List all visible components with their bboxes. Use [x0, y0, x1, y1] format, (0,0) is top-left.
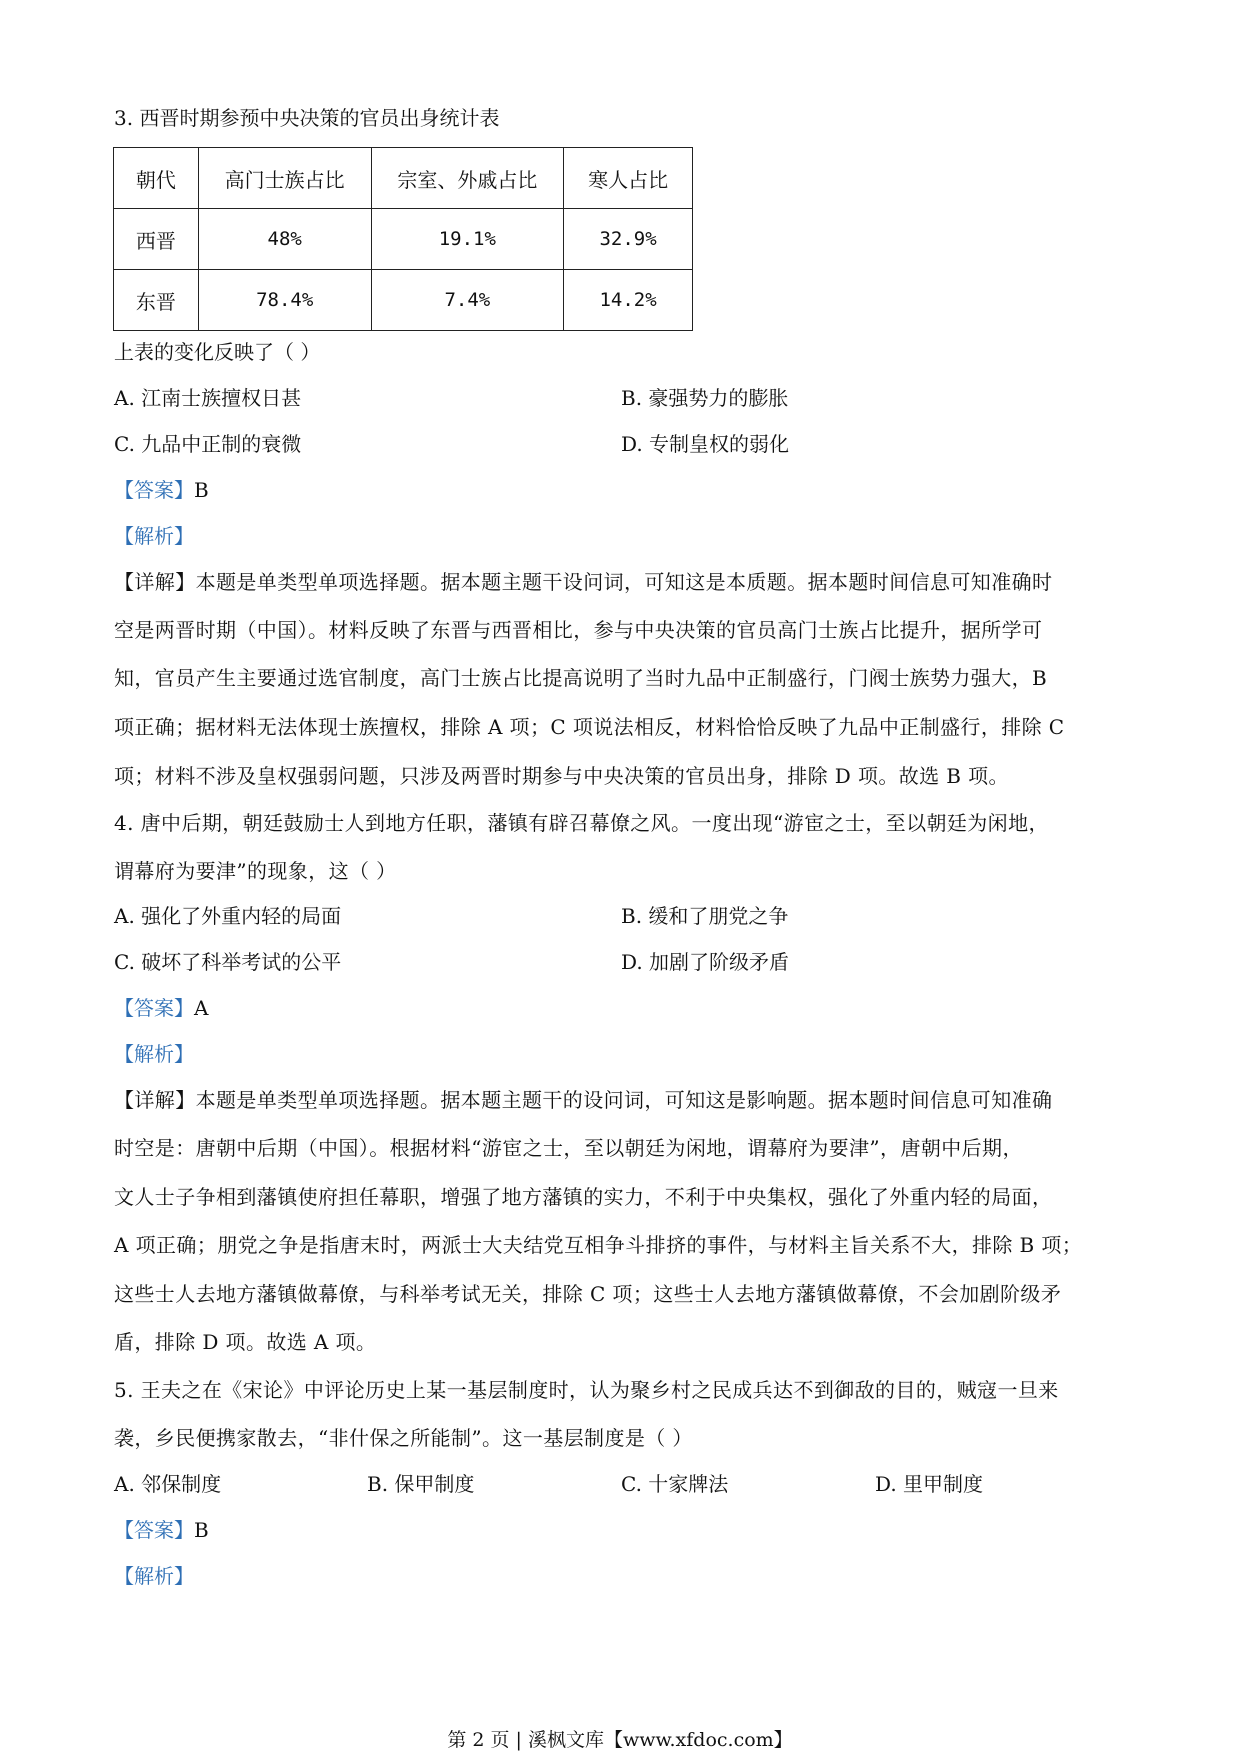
table-header-row — [114, 148, 693, 209]
q4-detail-line: A 项正确；朋党之争是指唐末时，两派士大夫结党互相争斗排挤的事件，与材料主旨关系不大，排除 B 项； — [114, 1233, 1083, 1257]
answer-value: B — [194, 478, 209, 502]
q4-stem-line: 谓幕府为要津”的现象，这（ ） — [114, 859, 397, 883]
q4-answer — [114, 993, 208, 1023]
table-row — [114, 270, 693, 331]
q4-detail-line: 【详解】本题是单类型单项选择题。据本题主题干的设问词，可知这是影响题。据本题时间信息可知准确 — [114, 1088, 1053, 1112]
table-cell: 32.9% — [564, 209, 693, 270]
q3-table — [113, 147, 693, 331]
answer-tag: 【答案】 — [114, 996, 194, 1020]
q5-stem-line: 袭，乡民便携家散去，“非什保之所能制”。这一基层制度是（ ） — [114, 1426, 693, 1450]
table-cell: 78.4% — [198, 270, 371, 331]
answer-tag: 【答案】 — [114, 478, 194, 502]
table-header-cell: 高门士族占比 — [198, 148, 371, 209]
q3-title: 3. 西晋时期参预中央决策的官员出身统计表 — [114, 106, 500, 130]
table-cell: 14.2% — [564, 270, 693, 331]
answer-value: B — [194, 1518, 209, 1542]
q3-analysis-tag: 【解析】 — [114, 524, 194, 548]
q5-option-c: C. 十家牌法 — [621, 1472, 729, 1496]
q5-option-a: A. 邻保制度 — [114, 1472, 222, 1496]
q4-stem-line: 4. 唐中后期，朝廷鼓励士人到地方任职，藩镇有辟召幕僚之风。一度出现“游宦之士，至以朝廷为闲地， — [114, 811, 1049, 835]
answer-value: A — [194, 996, 209, 1020]
q4-option-d: D. 加剧了阶级矛盾 — [621, 950, 790, 974]
q3-detail-line: 项正确；据材料无法体现士族擅权，排除 A 项；C 项说法相反，材料恰恰反映了九品中正制盛行，排除 C — [114, 715, 1065, 739]
q4-detail-line: 时空是：唐朝中后期（中国）。根据材料“游宦之士，至以朝廷为闲地，谓幕府为要津”，唐朝中后期， — [114, 1136, 1023, 1160]
table-cell: 48% — [198, 209, 371, 270]
q4-detail-line: 盾，排除 D 项。故选 A 项。 — [114, 1330, 377, 1354]
q3-detail-line: 空是两晋时期（中国）。材料反映了东晋与西晋相比，参与中央决策的官员高门士族占比提升，据所学可 — [114, 618, 1043, 642]
answer-tag: 【答案】 — [114, 1518, 194, 1542]
q3-detail-line: 【详解】本题是单类型单项选择题。据本题主题干设问词，可知这是本质题。据本题时间信息可知准确时 — [114, 570, 1053, 594]
table-cell: 19.1% — [371, 209, 564, 270]
q5-option-b: B. 保甲制度 — [367, 1472, 475, 1496]
table-row — [114, 209, 693, 270]
q3-option-a: A. 江南士族擅权日甚 — [114, 386, 302, 410]
q5-analysis-tag: 【解析】 — [114, 1564, 194, 1588]
q5-stem-line: 5. 王夫之在《宋论》中评论历史上某一基层制度时，认为聚乡村之民成兵达不到御敌的目的，贼寇一旦来 — [114, 1378, 1059, 1402]
q3-option-d: D. 专制皇权的弱化 — [621, 432, 790, 456]
table-header-cell: 宗室、外戚占比 — [371, 148, 564, 209]
q3-option-b: B. 豪强势力的膨胀 — [621, 386, 789, 410]
q4-option-c: C. 破坏了科举考试的公平 — [114, 950, 342, 974]
table-header-cell: 朝代 — [114, 148, 199, 209]
q3-answer — [114, 475, 209, 505]
q3-stem: 上表的变化反映了（ ） — [114, 340, 321, 364]
q4-option-b: B. 缓和了朋党之争 — [621, 904, 789, 928]
table-cell: 西晋 — [114, 209, 199, 270]
q4-detail-line: 这些士人去地方藩镇做幕僚，与科举考试无关，排除 C 项；这些士人去地方藩镇做幕僚，不会加剧阶级矛 — [114, 1282, 1062, 1306]
q4-detail-line: 文人士子争相到藩镇使府担任幕职，增强了地方藩镇的实力，不利于中央集权，强化了外重内轻的局面， — [114, 1185, 1053, 1209]
q3-detail-line: 项；材料不涉及皇权强弱问题，只涉及两晋时期参与中央决策的官员出身，排除 D 项。故选 B 项。 — [114, 764, 1009, 788]
q5-answer — [114, 1515, 209, 1545]
table-header-cell: 寒人占比 — [564, 148, 693, 209]
q3-option-c: C. 九品中正制的衰微 — [114, 432, 302, 456]
page-footer: 第 2 页 | 溪枫文库【www.xfdoc.com】 — [447, 1729, 793, 1751]
q5-option-d: D. 里甲制度 — [875, 1472, 984, 1496]
q3-detail-line: 知，官员产生主要通过选官制度，高门士族占比提高说明了当时九品中正制盛行，门阀士族势力强大，B — [114, 666, 1048, 690]
q4-option-a: A. 强化了外重内轻的局面 — [114, 904, 342, 928]
table-cell: 东晋 — [114, 270, 199, 331]
q4-analysis-tag: 【解析】 — [114, 1042, 194, 1066]
table-cell: 7.4% — [371, 270, 564, 331]
